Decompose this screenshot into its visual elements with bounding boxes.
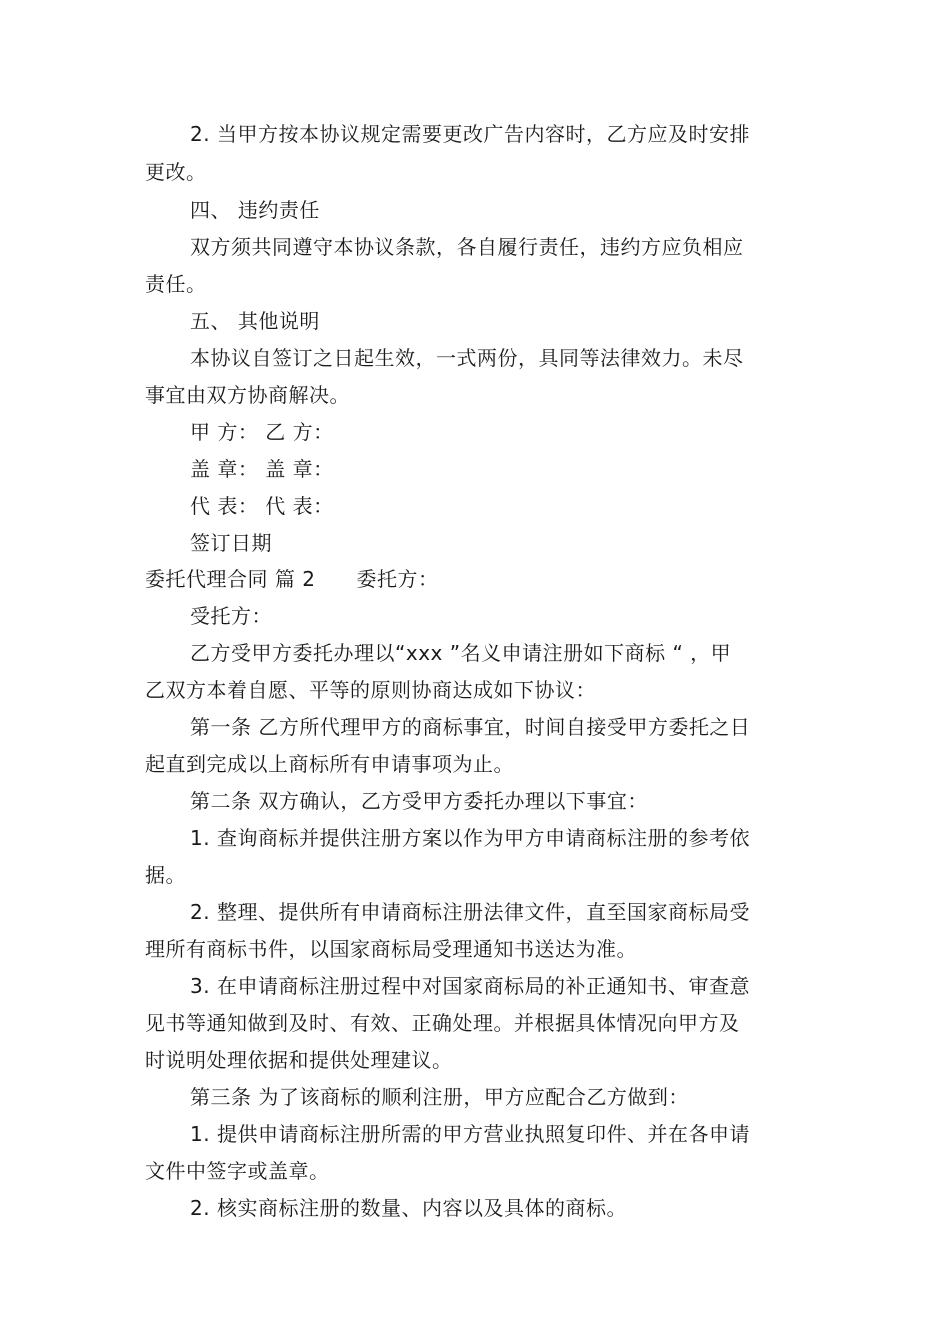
text-line: 乙方受甲方委托办理以“xxx ”名义申请注册如下商标 “ ，甲 <box>190 641 732 665</box>
section-heading: 四、 违约责任 <box>190 198 320 222</box>
text-line: 2. 核实商标注册的数量、内容以及具体的商标。 <box>190 1196 627 1220</box>
article-line: 第三条 为了该商标的顺利注册，甲方应配合乙方做到： <box>190 1085 689 1109</box>
article-line: 第一条 乙方所代理甲方的商标事宜，时间自接受甲方委托之日 <box>190 715 751 739</box>
signature-rep-line: 代 表： 代 表： <box>190 494 334 518</box>
text-line: 受托方： <box>190 604 272 628</box>
signature-party-line: 甲 方： 乙 方： <box>190 420 334 444</box>
text-line: 2. 当甲方按本协议规定需要更改广告内容时，乙方应及时安排 <box>190 122 750 146</box>
text-line: 见书等通知做到及时、有效、正确处理。并根据具体情况向甲方及 <box>145 1011 740 1035</box>
text-line: 双方须共同遵守本协议条款，各自履行责任，违约方应负相应 <box>190 235 744 259</box>
signature-date-line: 签订日期 <box>190 531 272 555</box>
text-line: 1. 查询商标并提供注册方案以作为甲方申请商标注册的参考依 <box>190 826 750 850</box>
section-heading: 五、 其他说明 <box>190 309 320 333</box>
contract-title-line: 委托代理合同 篇 2 委托方： <box>145 567 439 591</box>
text-line: 文件中签字或盖章。 <box>145 1159 330 1183</box>
text-line: 本协议自签订之日起生效，一式两份，具同等法律效力。未尽 <box>190 346 744 370</box>
text-line: 起直到完成以上商标所有申请事项为止。 <box>145 752 514 776</box>
article-line: 第二条 双方确认，乙方受甲方委托办理以下事宜： <box>190 789 648 813</box>
signature-seal-line: 盖 章： 盖 章： <box>190 457 334 481</box>
text-line: 1. 提供申请商标注册所需的甲方营业执照复印件、并在各申请 <box>190 1122 750 1146</box>
text-line: 责任。 <box>145 272 207 296</box>
text-line: 时说明处理依据和提供处理建议。 <box>145 1048 453 1072</box>
text-line: 据。 <box>145 863 186 887</box>
text-line: 更改。 <box>145 160 207 184</box>
text-line: 3. 在申请商标注册过程中对国家商标局的补正通知书、审查意 <box>190 974 750 998</box>
text-line: 2. 整理、提供所有申请商标注册法律文件，直至国家商标局受 <box>190 900 750 924</box>
text-line: 事宜由双方协商解决。 <box>145 383 350 407</box>
text-line: 理所有商标书件，以国家商标局受理通知书送达为准。 <box>145 937 637 961</box>
text-line: 乙双方本着自愿、平等的原则协商达成如下协议： <box>145 678 596 702</box>
